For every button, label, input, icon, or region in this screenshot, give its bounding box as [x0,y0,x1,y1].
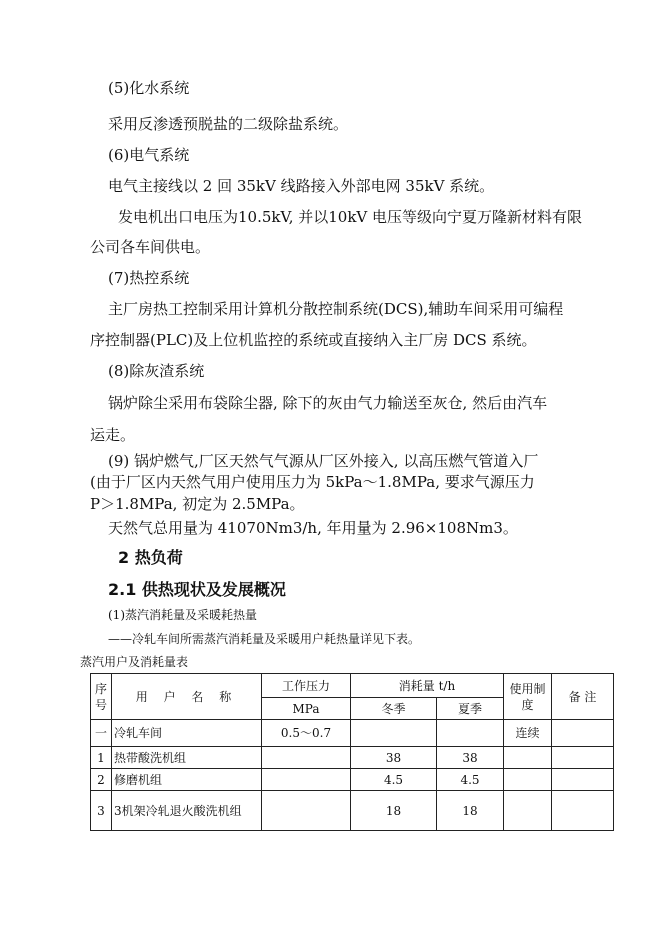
header-consumption: 消耗量 t/h [351,674,504,698]
row-usage: 连续 [504,720,552,747]
row-pressure [262,747,351,769]
section-2-1-title: 2.1 供热现状及发展概况 [108,580,286,599]
row-remarks [552,747,614,769]
section-7-title: (7)热控系统 [108,269,190,287]
row-usage [504,747,552,769]
row-seq: 2 [91,769,112,791]
steam-users-table [90,673,614,831]
header-summer: 夏季 [437,698,504,720]
header-pressure-unit: MPa [262,698,351,720]
row-name: 热带酸洗机组 [112,747,262,769]
row-seq: 一 [91,720,112,747]
row-winter: 18 [351,791,437,831]
subsection-1-intro: ——冷轧车间所需蒸汽消耗量及采暖用户耗热量详见下表。 [108,632,421,646]
row-pressure [262,791,351,831]
row-remarks [552,769,614,791]
row-summer [437,720,504,747]
table-row [91,791,614,831]
row-usage [504,791,552,831]
row-pressure [262,769,351,791]
table-row [91,747,614,769]
row-winter: 4.5 [351,769,437,791]
subsection-1-title: (1)蒸汽消耗量及采暖耗热量 [108,608,257,622]
row-name: 冷轧车间 [112,720,262,747]
section-6-body-2-line-2: 公司各车间供电。 [90,238,211,256]
row-pressure: 0.5～0.7 [262,720,351,747]
row-seq: 1 [91,747,112,769]
section-9-line-2: (由于厂区内天然气用户使用压力为 5kPa～1.8MPa, 要求气源压力 [90,473,535,491]
section-9-line-4: 天然气总用量为 41070Nm3/h, 年用量为 2.96×108Nm3。 [108,519,518,537]
section-8-title: (8)除灰渣系统 [108,362,205,380]
section-5-body: 采用反渗透预脱盐的二级除盐系统。 [108,115,349,133]
section-8-body-line-1: 锅炉除尘采用布袋除尘器, 除下的灰由气力输送至灰仓, 然后由汽车 [108,394,548,412]
row-name: 3机架冷轧退火酸洗机组 [112,791,262,831]
header-usage: 使用制度 [504,674,552,720]
section-6-body-1: 电气主接线以 2 回 35kV 线路接入外部电网 35kV 系统。 [108,177,495,195]
section-6-body-2-line-1: 发电机出口电压为10.5kV, 并以10kV 电压等级向宁夏万隆新材料有限 [118,208,583,226]
table-header-row [91,674,614,698]
chapter-2-title: 2 热负荷 [118,548,183,567]
table-row [91,769,614,791]
section-6-title: (6)电气系统 [108,146,190,164]
header-remarks: 备 注 [552,674,614,720]
section-9-line-3: P＞1.8MPa, 初定为 2.5MPa。 [90,495,305,513]
row-winter [351,720,437,747]
table-caption: 蒸汽用户及消耗量表 [80,655,189,669]
row-winter: 38 [351,747,437,769]
row-summer: 18 [437,791,504,831]
row-remarks [552,791,614,831]
row-name: 修磨机组 [112,769,262,791]
row-seq: 3 [91,791,112,831]
row-usage [504,769,552,791]
table-row [91,720,614,747]
section-5-title: (5)化水系统 [108,79,190,97]
row-summer: 38 [437,747,504,769]
section-7-body-line-1: 主厂房热工控制采用计算机分散控制系统(DCS),辅助车间采用可编程 [108,300,564,318]
header-winter: 冬季 [351,698,437,720]
header-seq: 序号 [91,674,112,720]
row-summer: 4.5 [437,769,504,791]
section-7-body-line-2: 序控制器(PLC)及上位机监控的系统或直接纳入主厂房 DCS 系统。 [90,331,537,349]
header-pressure: 工作压力 [262,674,351,698]
section-8-body-line-2: 运走。 [90,426,136,444]
section-9-line-1: (9) 锅炉燃气,厂区天然气气源从厂区外接入, 以高压燃气管道入厂 [108,452,539,470]
header-user-name: 用 户 名 称 [112,674,262,720]
row-remarks [552,720,614,747]
